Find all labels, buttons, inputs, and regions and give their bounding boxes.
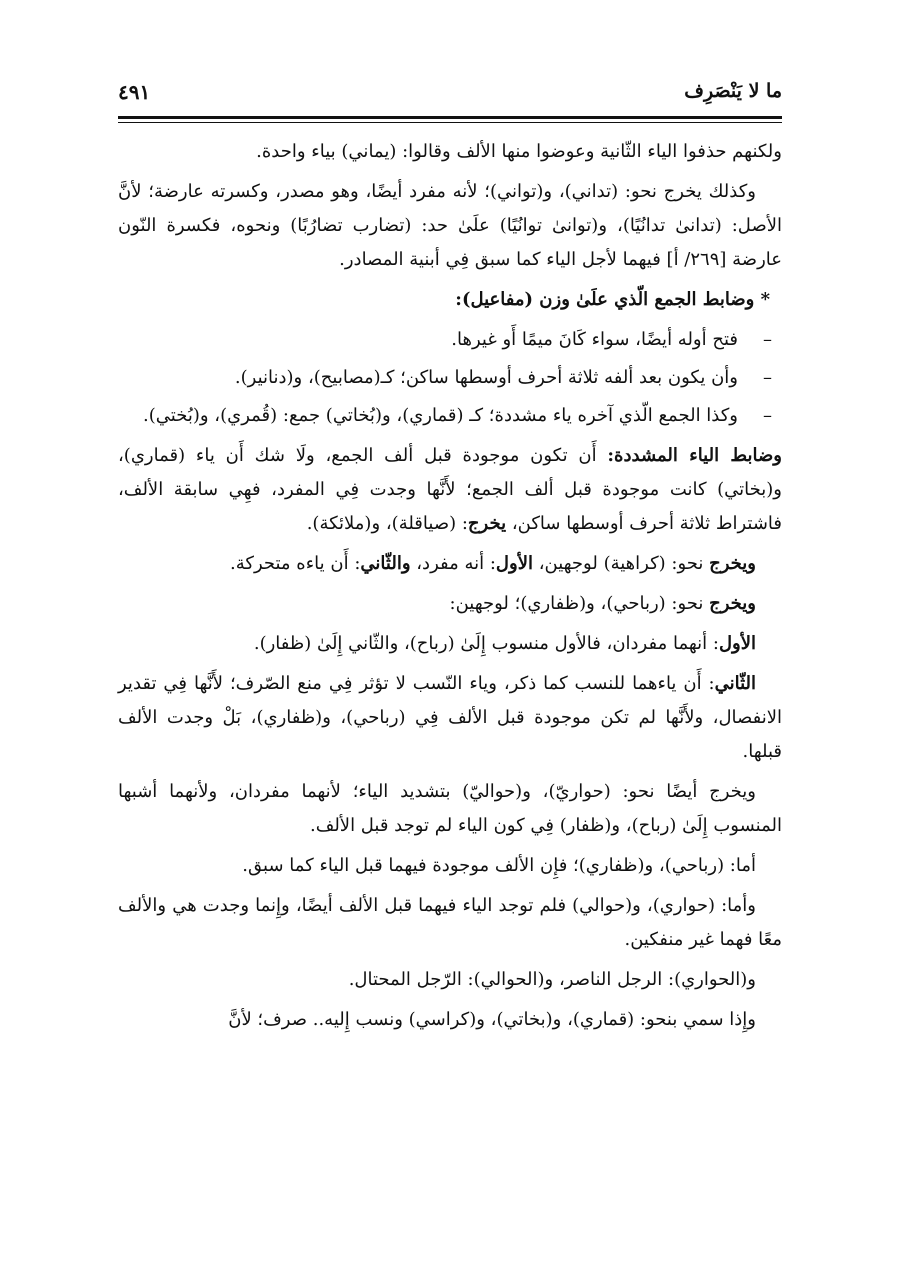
bold-term: ويخرج (709, 553, 756, 574)
paragraph: وإِذا سمي بنحو: (قماري)، و(بخاتي)، و(كراسي) ونسب إِليه.. صرف؛ لأنَّ (228, 1009, 756, 1030)
paragraph-text: : أَن ياءه متحركة. (230, 553, 361, 574)
book-page (118, 80, 782, 1043)
list-item-text: وأن يكون بعد ألفه ثلاثة أحرف أوسطها ساكن؛ كـ(مصابيح)، و(دنانير). (234, 367, 738, 388)
paragraph-text: : (صياقلة)، و(ملائكة). (306, 513, 468, 534)
list-item (118, 323, 782, 357)
bold-term: والثّاني (360, 553, 411, 574)
paragraph: وأما: (حواري)، و(حوالي) فلم توجد الياء فيهما قبل الألف أيضًا، وإِنما وجدت هي والألف معًا فهما غير منفكين. (118, 895, 782, 950)
paragraph-text: : أَن ياءهما للنسب كما ذكر، وياء النّسب لا تؤثر فِي منع الصّرف؛ لأَنَّها فِي تقدير الانفصال، ولأَنَّها لم تكن موجودة قبل الألف فِي (رباحي)، و(ظفاري)، بَلْ وجدت الألف قبلها. (118, 673, 782, 762)
paragraph-text: نحو: (كراهية) لوجهين، (532, 553, 710, 574)
paragraph-text: أَن تكون موجودة قبل ألف الجمع، ولَا شك أَن ياء (قماري)، و(بخاتي) كانت موجودة قبل ألف الجمع؛ لأَنَّها وجدت فِي المفرد، فهِي سابقة الألف، فاشتراط ثلاثة أحرف أوسطها ساكن، (118, 445, 782, 534)
paragraph (118, 627, 782, 661)
paragraph-text: : أنه مفرد، (410, 553, 496, 574)
bold-term: الأول (718, 633, 756, 654)
paragraph (118, 439, 782, 541)
header-rule-thin (118, 122, 782, 123)
bold-term: الثّاني (714, 673, 756, 694)
dash-bullet-icon: – (763, 367, 772, 388)
bold-term: وضابط الياء المشددة: (607, 445, 782, 466)
paragraph: و(الحواري): الرجل الناصر، و(الحوالي): الرّجل المحتال. (348, 969, 756, 990)
paragraph: ويخرج أيضًا نحو: (حواريّ)، و(حواليّ) بتشديد الياء؛ لأنهما مفردان، ولأنهما أشبها المنسوب إِلَىٰ (رباح)، و(ظفار) فِي كون الياء لم توجد قبل الألف. (118, 781, 782, 836)
bold-term: ويخرج (709, 593, 756, 614)
paragraph: ولكنهم حذفوا الياء الثّانية وعوضوا منها الألف وقالوا: (يماني) بياء واحدة. (256, 141, 782, 162)
list-item (118, 361, 782, 395)
bullet-list (118, 323, 782, 433)
header-rule-thick (118, 116, 782, 119)
dash-bullet-icon: – (763, 405, 772, 426)
page-number: ٤٩١ (118, 80, 151, 104)
list-item-text: فتح أوله أيضًا، سواء كَانَ ميمًا أَو غيرها. (451, 329, 738, 350)
paragraph (118, 587, 782, 621)
dash-bullet-icon: – (763, 329, 772, 350)
page-body (118, 135, 782, 1037)
bold-term: يخرج (467, 513, 507, 534)
paragraph (118, 547, 782, 581)
paragraph: أما: (رباحي)، و(ظفاري)؛ فإِن الألف موجودة فيهما قبل الياء كما سبق. (242, 855, 756, 876)
list-item (118, 399, 782, 433)
running-title: ما لا يَنْصَرِف (684, 80, 782, 102)
bold-term: الأول (495, 553, 533, 574)
paragraph-text: : أنهما مفردان، فالأول منسوب إِلَىٰ (رباح)، والثّاني إِلَىٰ (ظفار). (253, 633, 719, 654)
section-heading: * وضابط الجمع الّذي علَىٰ وزن (مفاعيل): (455, 289, 770, 310)
page-header (118, 80, 782, 116)
paragraph (118, 667, 782, 769)
paragraph-text: نحو: (رباحي)، و(ظفاري)؛ لوجهين: (449, 593, 710, 614)
paragraph: وكذلك يخرج نحو: (تداني)، و(تواني)؛ لأنه مفرد أيضًا، وهو مصدر، وكسرته عارضة؛ لأنَّ الأصل: (تدانىٰ تدانُيًا)، و(توانىٰ توانُيًا) علَىٰ حد: (تضارب تضارُبًا) ونحوه، فكسرة النّون عارضة [٢٦٩/ أ] فيهما لأجل الياء كما سبق فِي أبنية المصادر. (118, 181, 782, 270)
list-item-text: وكذا الجمع الّذي آخره ياء مشددة؛ كـ (قماري)، و(بُخاتي) جمع: (قُمري)، و(بُختي). (143, 405, 738, 426)
